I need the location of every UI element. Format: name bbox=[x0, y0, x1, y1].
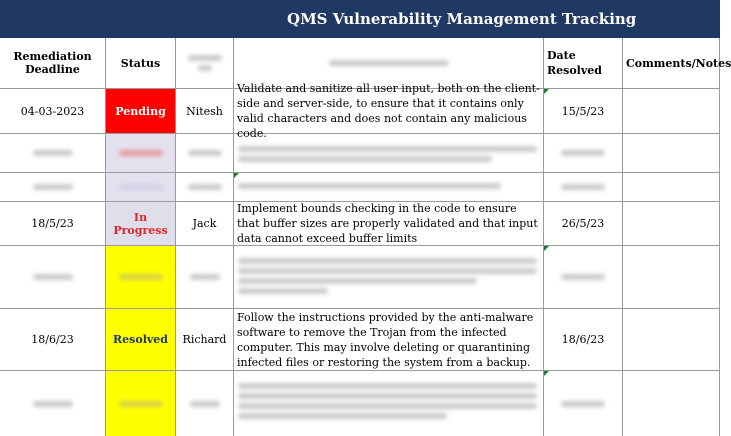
cell-note-marker bbox=[544, 371, 549, 376]
header-owner-obscured[interactable] bbox=[176, 38, 234, 89]
header-date-resolved[interactable]: Date Resolved bbox=[544, 38, 623, 89]
row2-owner-obscured[interactable] bbox=[176, 134, 234, 173]
tracking-table bbox=[0, 38, 731, 436]
row5-comments[interactable] bbox=[623, 246, 720, 309]
row7-date-obscured[interactable] bbox=[544, 371, 623, 436]
row7-comments[interactable] bbox=[623, 371, 720, 436]
row6-date-resolved[interactable]: 18/6/23 bbox=[544, 309, 623, 371]
row4-comments[interactable] bbox=[623, 202, 720, 246]
obscured-content bbox=[561, 146, 605, 160]
row6-comments[interactable] bbox=[623, 309, 720, 371]
row3-status-obscured[interactable] bbox=[106, 173, 176, 202]
header-status[interactable]: Status bbox=[106, 38, 176, 89]
row5-date-obscured[interactable] bbox=[544, 246, 623, 309]
obscured-content bbox=[329, 56, 449, 70]
obscured-content bbox=[119, 397, 163, 411]
cell-note-marker bbox=[544, 89, 549, 94]
obscured-content bbox=[33, 180, 73, 194]
obscured-content bbox=[190, 397, 220, 411]
row5-steps-obscured[interactable] bbox=[234, 246, 544, 309]
row5-owner-obscured[interactable] bbox=[176, 246, 234, 309]
obscured-content bbox=[190, 270, 220, 284]
obscured-content bbox=[238, 183, 537, 189]
obscured-content bbox=[561, 270, 605, 284]
row7-deadline-obscured[interactable] bbox=[0, 371, 106, 436]
row6-deadline[interactable]: 18/6/23 bbox=[0, 309, 106, 371]
row7-owner-obscured[interactable] bbox=[176, 371, 234, 436]
row6-status-badge[interactable]: Resolved bbox=[106, 309, 176, 371]
row3-owner-obscured[interactable] bbox=[176, 173, 234, 202]
row6-remediation-steps[interactable]: Follow the instructions provided by the anti-malware software to remove the Trojan from the infected computer. This may involve deleting or quarantining infected files or restoring the system from a backup. bbox=[234, 309, 544, 371]
obscured-content bbox=[238, 258, 537, 294]
obscured-content bbox=[33, 146, 73, 160]
sheet-title: QMS Vulnerability Management Tracking bbox=[287, 10, 637, 28]
obscured-content bbox=[33, 270, 73, 284]
row1-deadline[interactable]: 04-03-2023 bbox=[0, 89, 106, 134]
row4-owner[interactable]: Jack bbox=[176, 202, 234, 246]
cell-note-marker bbox=[234, 173, 239, 178]
obscured-content bbox=[188, 180, 222, 194]
row5-deadline-obscured[interactable] bbox=[0, 246, 106, 309]
obscured-content bbox=[119, 146, 163, 160]
row7-status-obscured[interactable] bbox=[106, 371, 176, 436]
row1-remediation-steps[interactable]: Validate and sanitize all user input, both on the client-side and server-side, to ensure that it contains only valid characters and does not contain any malicious code. bbox=[234, 89, 544, 134]
obscured-content bbox=[188, 146, 222, 160]
row1-comments[interactable] bbox=[623, 89, 720, 134]
row7-steps-obscured[interactable] bbox=[234, 371, 544, 436]
row2-steps-obscured[interactable] bbox=[234, 134, 544, 173]
row3-comments[interactable] bbox=[623, 173, 720, 202]
row2-deadline-obscured[interactable] bbox=[0, 134, 106, 173]
obscured-content bbox=[33, 397, 73, 411]
row3-deadline-obscured[interactable] bbox=[0, 173, 106, 202]
obscured-content bbox=[238, 383, 537, 419]
row4-date-resolved[interactable]: 26/5/23 bbox=[544, 202, 623, 246]
row2-comments[interactable] bbox=[623, 134, 720, 173]
obscured-content bbox=[119, 180, 163, 194]
row1-owner[interactable]: Nitesh bbox=[176, 89, 234, 134]
obscured-content bbox=[238, 146, 537, 162]
row4-status-badge[interactable]: In Progress bbox=[106, 202, 176, 246]
row6-owner[interactable]: Richard bbox=[176, 309, 234, 371]
row1-date-resolved[interactable]: 15/5/23 bbox=[544, 89, 623, 134]
obscured-content bbox=[188, 51, 222, 75]
row3-steps-obscured[interactable] bbox=[234, 173, 544, 202]
cell-note-marker bbox=[544, 246, 549, 251]
header-deadline[interactable]: Remediation Deadline bbox=[0, 38, 106, 89]
row3-date-obscured[interactable] bbox=[544, 173, 623, 202]
title-bar bbox=[0, 0, 720, 38]
header-comments[interactable]: Comments/Notes bbox=[623, 38, 720, 89]
obscured-content bbox=[561, 397, 605, 411]
obscured-content bbox=[119, 270, 163, 284]
obscured-content bbox=[561, 180, 605, 194]
row1-status-badge[interactable]: Pending bbox=[106, 89, 176, 134]
row4-remediation-steps[interactable]: Implement bounds checking in the code to ensure that buffer sizes are properly validated and that input data cannot exceed buffer limits bbox=[234, 202, 544, 246]
row4-deadline[interactable]: 18/5/23 bbox=[0, 202, 106, 246]
row2-status-obscured[interactable] bbox=[106, 134, 176, 173]
row5-status-obscured[interactable] bbox=[106, 246, 176, 309]
row2-date-obscured[interactable] bbox=[544, 134, 623, 173]
